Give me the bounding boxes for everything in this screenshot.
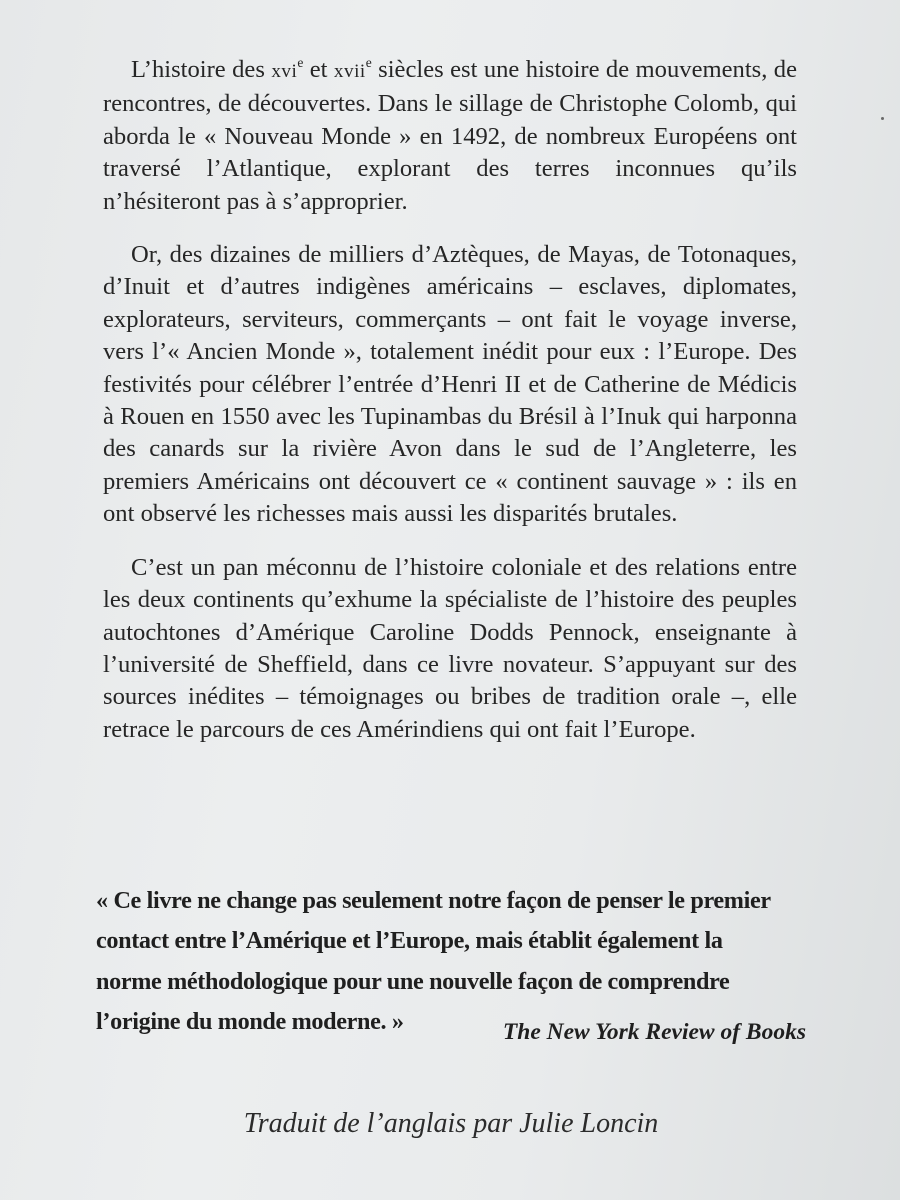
paragraph-1-rest: siècles est une histoire de mouvements, de rencontres, de découvertes. Dans le sillage de Christophe Colomb, qui aborda le « Nouveau Monde » en 1492, de nombreux Européens ont traversé l’Atlantique, explorant des terres inconnues qu’ils n’hésiteront pas à s’approprier. <box>103 56 798 215</box>
century-xvii-suffix: e <box>365 54 372 70</box>
century-xvii: xvii <box>333 61 366 82</box>
paper-speck <box>881 117 884 120</box>
paragraph-3: C’est un pan méconnu de l’histoire coloniale et des relations entre les deux continents qu’exhume la spécialiste de l’histoire des peuples autochtones d’Amérique Caroline Dodds Pennock, enseignante à l’université de Sheffield, dans ce livre novateur. S’appuyant sur des sources inédites – témoignages ou bribes de tradition orale –, elle retrace le parcours de ces Amérindiens qui ont fait l’Europe. <box>103 553 797 743</box>
translator-credit-text: Traduit de l’anglais par Julie Loncin <box>243 1108 659 1139</box>
translator-credit <box>0 1108 900 1140</box>
quote-line-1: « Ce livre ne change pas seulement notre façon de penser le premier <box>96 887 771 914</box>
blurb-text <box>103 54 797 767</box>
paragraph-2: Or, des dizaines de milliers d’Aztèques, de Mayas, de Totonaques, d’Inuit et d’autres indigènes américains – esclaves, diplomates, explorateurs, serviteurs, commerçants – ont fait le voyage inverse, vers l’« Ancien Monde », totalement inédit pour eux : l’Europe. Des festivités pour célébrer l’entrée d’Henri II et de Catherine de Médicis à Rouen en 1550 avec les Tupinambas du Brésil à l’Inuk qui harponna des canards sur la rivière Avon dans le sud de l’Angleterre, les premiers Américains ont découvert ce « continent sauvage » : ils en ont observé les richesses mais aussi les disparités brutales. <box>103 241 797 528</box>
quote-source: The New York Review of Books <box>502 1018 806 1045</box>
press-quote <box>96 881 806 1045</box>
paragraph-1-start: L’histoire des <box>131 56 272 83</box>
quote-line-2: contact entre l’Amérique et l’Europe, mais établit également la <box>96 927 723 955</box>
quote-line-3: norme méthodologique pour une nouvelle façon de comprendre <box>96 967 730 995</box>
quote-line-4: l’origine du monde moderne. » <box>96 1007 404 1035</box>
century-xvi: xvi <box>271 61 298 82</box>
paragraph-1-conjunction: et <box>303 56 334 83</box>
paragraph-1 <box>103 54 797 218</box>
quote-last-line <box>96 1002 806 1045</box>
century-xvi-suffix: e <box>297 54 304 70</box>
